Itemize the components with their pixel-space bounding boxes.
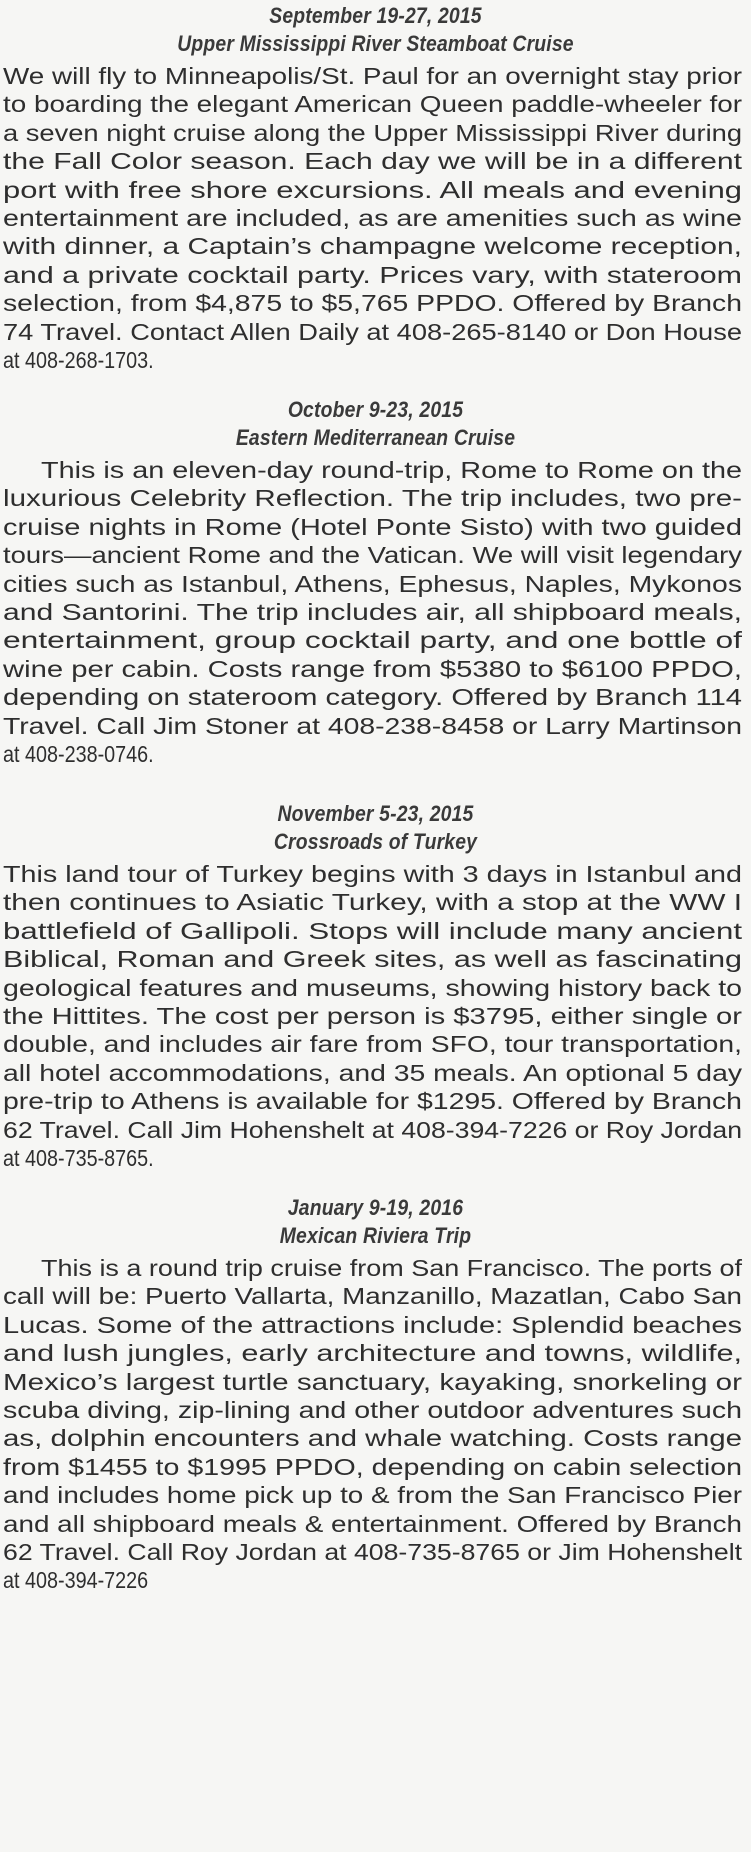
description-line: Lucas. Some of the attractions include: Splendid beaches (3, 1311, 743, 1338)
description-line: depending on stateroom category. Offered by Branch 114 (3, 684, 743, 711)
trip-date-heading: September 19-27, 2015 (269, 3, 482, 28)
trip-description (0, 62, 751, 374)
description-line: with dinner, a Captain’s champagne welcome reception, (3, 233, 742, 260)
trip-date-heading: November 5-23, 2015 (277, 801, 474, 826)
description-line: call will be: Puerto Vallarta, Manzanillo, Mazatlan, Cabo San (3, 1283, 742, 1310)
trip-description (0, 860, 751, 1172)
description-line: 62 Travel. Call Jim Hohenshelt at 408-394-7226 or Roy Jordan (3, 1116, 743, 1143)
description-line: all hotel accommodations, and 35 meals. An optional 5 day (3, 1059, 743, 1086)
description-line: port with free shore excursions. All meals and evening (3, 176, 743, 203)
description-line: at 408-394-7226 (3, 1567, 149, 1594)
description-line: and all shipboard meals & entertainment. Offered by Branch (3, 1510, 743, 1537)
description-line: then continues to Asiatic Turkey, with a stop at the WW I (3, 889, 743, 916)
description-line: and Santorini. The trip includes air, all shipboard meals, (3, 598, 742, 625)
trip-title-heading: Mexican Riviera Trip (279, 1223, 472, 1248)
description-line: Biblical, Roman and Greek sites, as well as fascinating (3, 946, 743, 973)
description-line: and a private cocktail party. Prices vary, with stateroom (3, 261, 742, 288)
description-line: as, dolphin encounters and whale watching. Costs range (3, 1425, 743, 1452)
trip-section-november (0, 800, 751, 1172)
description-line: at 408-238-0746. (3, 740, 154, 767)
description-line: pre-trip to Athens is available for $1295. Offered by Branch (3, 1088, 742, 1115)
trip-section-january (0, 1194, 751, 1595)
description-line: at 408-268-1703. (3, 346, 154, 373)
description-line: This land tour of Turkey begins with 3 days in Istanbul and (3, 861, 742, 887)
description-line: selection, from $4,875 to $5,765 PPDO. Offered by Branch (3, 290, 742, 317)
description-line: Travel. Call Jim Stoner at 408-238-8458 or Larry Martinson (3, 712, 742, 739)
description-line: 62 Travel. Call Roy Jordan at 408-735-8765 or Jim Hohenshelt (3, 1538, 743, 1565)
trip-title-heading: Eastern Mediterranean Cruise (235, 425, 516, 450)
description-line: tours—ancient Rome and the Vatican. We will visit legendary (3, 542, 742, 569)
description-line: wine per cabin. Costs range from $5380 to $6100 PPDO, (3, 655, 743, 682)
description-line: the Hittites. The cost per person is $3795, either single or (3, 1002, 742, 1029)
description-line: cruise nights in Rome (Hotel Ponte Sisto) with two guided (3, 513, 742, 540)
trip-date-heading: January 9-19, 2016 (287, 1195, 464, 1220)
description-line: 74 Travel. Contact Allen Daily at 408-265-8140 or Don House (3, 318, 742, 345)
description-line: double, and includes air fare from SFO, tour transportation, (3, 1031, 743, 1058)
description-line: at 408-735-8765. (3, 1144, 154, 1171)
description-line: and lush jungles, early architecture and towns, wildlife, (3, 1340, 743, 1367)
description-line: luxurious Celebrity Reflection. The trip includes, two pre- (3, 485, 743, 512)
trip-section-october (0, 396, 751, 768)
trip-description (0, 456, 751, 768)
description-line: This is an eleven-day round-trip, Rome to Rome on the (41, 457, 743, 483)
description-line: to boarding the elegant American Queen paddle-wheeler for (3, 91, 743, 118)
description-line: and includes home pick up to & from the San Francisco Pier (3, 1482, 742, 1509)
description-line: a seven night cruise along the Upper Mississippi River during (3, 119, 743, 146)
trip-date-heading: October 9-23, 2015 (287, 397, 464, 422)
description-line: This is a round trip cruise from San Francisco. The ports of (41, 1255, 742, 1281)
description-line: entertainment are included, as are amenities such as wine (3, 204, 742, 231)
description-line: geological features and museums, showing history back to (3, 974, 742, 1001)
trip-title-heading: Upper Mississippi River Steamboat Cruise (177, 31, 574, 56)
description-line: scuba diving, zip-lining and other outdoor adventures such (3, 1396, 743, 1423)
description-line: We will fly to Minneapolis/St. Paul for an overnight stay prior (3, 63, 742, 89)
description-line: entertainment, group cocktail party, and one bottle of (3, 627, 742, 654)
trip-title-heading: Crossroads of Turkey (273, 829, 478, 854)
description-line: Mexico’s largest turtle sanctuary, kayaking, snorkeling or (3, 1368, 742, 1395)
description-line: from $1455 to $1995 PPDO, depending on cabin selection (3, 1453, 743, 1480)
trip-description (0, 1254, 751, 1595)
trip-section-september (0, 2, 751, 374)
description-line: the Fall Color season. Each day we will be in a different (3, 148, 742, 175)
description-line: battlefield of Gallipoli. Stops will include many ancient (3, 917, 743, 944)
description-line: cities such as Istanbul, Athens, Ephesus, Naples, Mykonos (3, 570, 743, 597)
